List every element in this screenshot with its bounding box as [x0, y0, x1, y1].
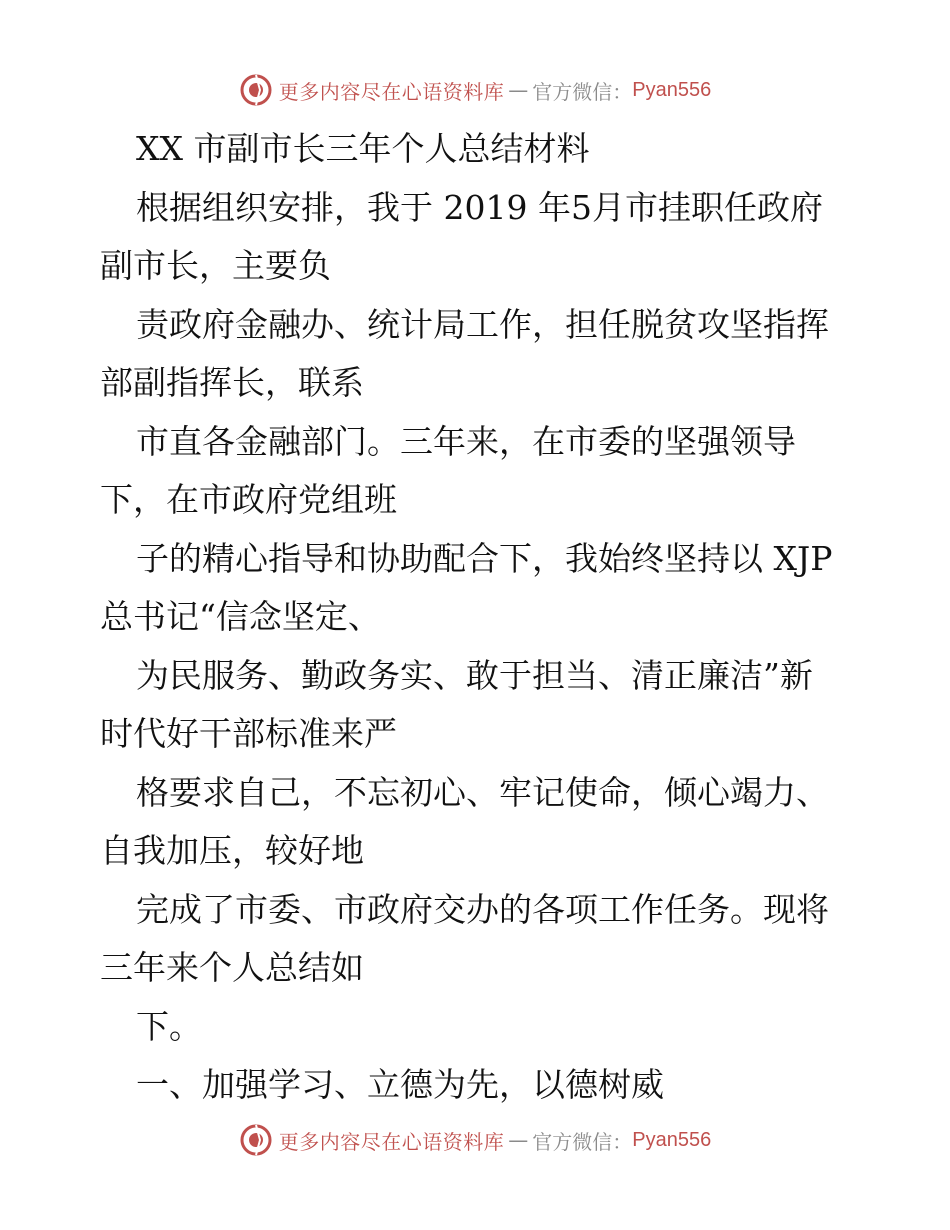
watermark-wechat-label: 官方微信：	[532, 1129, 633, 1154]
document-line: 副市长，主要负	[100, 246, 331, 285]
document-line: 子的精心指导和协助配合下，我始终坚持以 XJP	[136, 538, 833, 578]
document-line: 为民服务、勤政务实、敢于担当、清正廉洁”新	[136, 655, 813, 695]
logo-icon	[239, 73, 273, 107]
watermark-wechat-id: Pyan556	[632, 1128, 712, 1151]
footer-watermark	[0, 1120, 950, 1160]
document-body	[100, 120, 860, 1115]
document-line: 下。	[136, 1006, 202, 1046]
watermark-dash: —	[508, 1128, 529, 1152]
watermark-wechat-label: 官方微信：	[532, 79, 633, 104]
document-line: 三年来个人总结如	[100, 948, 364, 987]
document-line: 格要求自己，不忘初心、牢记使命，倾心竭力、	[136, 772, 829, 812]
document-line: XX 市副市长三年个人总结材料	[136, 129, 590, 168]
logo-icon	[239, 1123, 273, 1157]
document-line: 总书记“信念坚定、	[100, 597, 381, 636]
document-line: 时代好干部标准来严	[100, 714, 397, 753]
header-watermark	[0, 70, 950, 110]
watermark-dash: —	[508, 78, 529, 102]
watermark-text: 更多内容尽在心语资料库	[278, 79, 505, 104]
document-line: 部副指挥长，联系	[100, 363, 364, 402]
document-line: 市直各金融部门。三年来，在市委的坚强领导	[136, 421, 796, 461]
document-line: 根据组织安排，我于 2019 年5月市挂职任政府	[136, 187, 823, 227]
document-line: 责政府金融办、统计局工作，担任脱贫攻坚指挥	[136, 304, 829, 344]
document-line: 下，在市政府党组班	[100, 480, 397, 519]
watermark-text: 更多内容尽在心语资料库	[278, 1129, 505, 1154]
document-line: 完成了市委、市政府交办的各项工作任务。现将	[136, 889, 829, 929]
watermark-wechat-id: Pyan556	[632, 78, 712, 101]
document-line: 一、加强学习、立德为先，以德树威	[136, 1065, 664, 1104]
document-line: 自我加压，较好地	[100, 831, 364, 870]
